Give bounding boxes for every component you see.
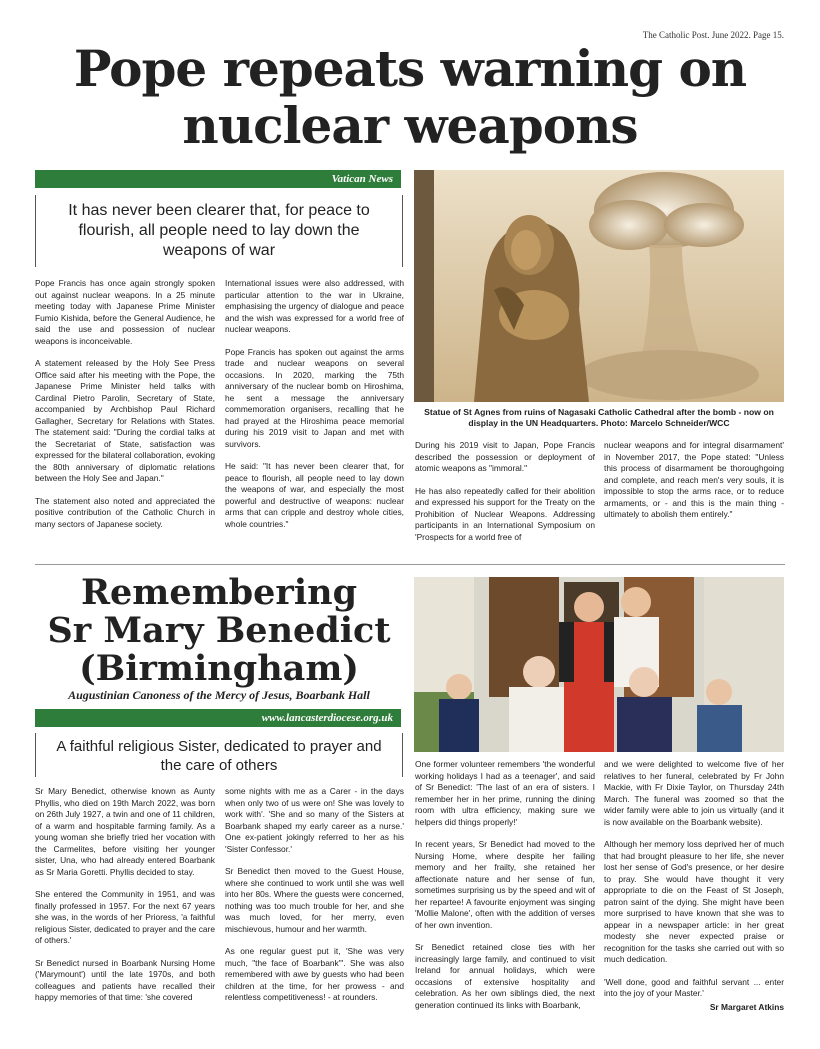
pull-quote-text: It has never been clearer that, for peace to flourish, all people need to lay down the weapons of war [68,202,370,259]
paragraph: Sr Benedict then moved to the Guest House, where she continued to work until she was well into her 80s. Where the guests were concerned, nothing was too much trouble for her, and she was much loved, for her merry, even mischievous, humour and her warmth. [225,866,404,934]
page-headline [40,40,780,154]
article1-column-2 [225,278,404,541]
article2-column-2 [225,786,404,1015]
paragraph: During his 2019 visit to Japan, Pope Francis described the possession or deployment of atomic weapons as "immoral." [415,440,595,473]
paragraph: nuclear weapons and for integral disarmament' in November 2017, the Pope stated: "Unless this process of disarmament be thoroughgoing and complete, and reach men's very souls, it is impossible to stop the arms race, or to reduce armaments, or - and this is the main thing - ultimately to abolish them entirely." [604,440,784,519]
paragraph: As one regular guest put it, 'She was very much, "the face of Boarbank"'. She was also remembered with awe by guests who had been children at the time, for her prowess - and relentless competitiveness! - at rounders. [225,946,404,1002]
headline-line-2: Sr Mary Benedict [47,610,391,651]
paragraph: Pope Francis has once again strongly spoken out against nuclear weapons. In a 25 minute meeting today with Japanese Prime Minister Fumio Kishida, before the General Audience, he said the use and possession of nuclear weapons is inconceivable. [35,278,215,346]
article1-column-4 [604,440,784,532]
photo-caption: Statue of St Agnes from ruins of Nagasaki Catholic Cathedral after the bomb - now on display in the UN Headquarters. Photo: Marcelo Schneider/WCC [424,407,774,428]
pull-quote [35,733,403,777]
article2-subtitle: Augustinian Canoness of the Mercy of Jesus, Boarbank Hall [68,688,370,702]
paragraph: He said: "It has never been clearer that, for peace to flourish, all people need to lay down the weapons of war, and especially the most powerful and destructive of weapons: nuclear arms that can cripple and destroy whole cities, whole countries." [225,461,404,529]
paragraph: International issues were also addressed, with particular attention to the war in Ukraine, emphasising the urgency of dialogue and peace and the wish was expressed for a world free of nuclear weapons. [225,278,404,334]
paragraph: Pope Francis has spoken out against the arms trade and nuclear weapons on several occasions. In 2020, marking the 75th anniversary of the nuclear bomb on Hiroshima, he sent a message the anniversary commemoration organisers, recalling that he had prayed at the Hiroshima peace memorial during his 2019 visit to Japan and met with survivors. [225,346,404,449]
paragraph: and we were delighted to welcome five of her relatives to her funeral, celebrated by Fr John Mackie, with Fr Dixie Taylor, on Thursday 24th March. The funeral was zoomed so that the wider family were able to join us virtually (and it is now available on the Boarbank website). [604,759,784,827]
paragraph: Sr Benedict nursed in Boarbank Nursing Home ('Marymount') until the late 1970s, and both colleagues and patients have recalled their happy memories of that time: 'she covered [35,957,215,1002]
article2-column-4 [604,759,784,1013]
paragraph: some nights with me as a Carer - in the days when only two of us were on! She was lovely to work with'. 'She and so many of the Sisters at Boarbank shaped my early career as a nurse.' One ex-patient jokingly referred to her as his 'Sister Confessor.' [225,786,404,854]
paragraph: The statement also noted and appreciated the positive contribution of the Catholic Church in many sectors of Japanese society. [35,495,215,529]
headline-line-3: (Birmingham) [79,648,359,689]
article2-column-3 [415,759,595,1022]
statue-photo [414,170,784,402]
group-photo [414,577,784,752]
source-bar-vatican-news [35,170,401,188]
headline-line-2: nuclear weapons [182,96,638,155]
paragraph: Sr Benedict retained close ties with her increasingly large family, and continued to visit Ireland for annual holidays, which were occasions of extensive hospitality and celebration. As her own siblings died, the next generation continued its links with Boarbank, [415,942,595,1010]
headline-line-1: Remembering [80,572,358,613]
article2-headline [35,574,403,688]
article1-column-1 [35,278,215,541]
headline-line-1: Pope repeats warning on [73,39,747,98]
group-image-illustration [414,577,784,752]
masthead: The Catholic Post. June 2022. Page 15. [642,30,784,40]
signature: Sr Margaret Atkins [709,1001,784,1012]
section-divider [35,564,785,565]
paragraph: In recent years, Sr Benedict had moved to the Nursing Home, where despite her failing memory and her frailty, she retained her affectionate nature and her sense of fun, sometimes surprising us by the speed and wit of her repartee! A favourite enjoyment was singing 'Mollie Malone', often with the addition of verses of her own invention. [415,839,595,930]
paragraph: Sr Mary Benedict, otherwise known as Aunty Phyllis, who died on 19th March 2022, was born on 26th July 1927, a twin and one of 11 children, of a warm and hospitable farming family. As a young woman she briefly tried her vocation with the Carmelites, before visiting her younger sister, Una, who had already entered Boarbank as Sr Maria Goretti. Phyllis decided to stay. [35,786,215,877]
article2-column-1 [35,786,215,1015]
source-label: www.lancasterdiocese.org.uk [261,712,393,724]
paragraph: 'Well done, good and faithful servant ... enter into the joy of your Master.' [604,976,784,998]
paragraph: One former volunteer remembers 'the wonderful working holidays I had as a teenager', and said of Sr Benedict: 'The last of an era of sisters. I remember her in her prime, running the dining room with ultra efficiency, making sure we helpers did things properly!' [415,759,595,827]
paragraph: He has also repeatedly called for their abolition and expressed his support for the Treaty on the Prohibition of Nuclear Weapons. Addressing participants in an International Symposium on 'Prospects for a world free of [415,485,595,542]
article1-column-3 [415,440,595,554]
source-label: Vatican News [331,173,393,185]
pull-quote [35,195,403,267]
paragraph: A statement released by the Holy See Press Office said after his meeting with the Pope, the Japanese Prime Minister held talks with Cardinal Pietro Parolin, Secretary of State, accompanied by Archbishop Paul Richard Gallagher, Secretary for Relations with States. The statement said: "During the cordial talks at the Secretariat of State, satisfaction was expressed for the bilateral collaboration, evoking the 80th anniversary of diplomatic relations between the Holy See and Japan." [35,358,215,483]
paragraph: She entered the Community in 1951, and was finally professed in 1957. For the next 67 years she was, in the words of her Prioress, 'a faithful religious Sister, dedicated to prayer and the care of others.' [35,889,215,945]
paragraph: Although her memory loss deprived her of much that had brought pleasure to her life, she never lost her sense of God's presence, or her desire to pray. She would have thought it very appropriate to die on the Feast of St Joseph, patron saint of the dying. She might have been more surprised to have known that she was to appear in a newspaper article: in her great modesty she never expected praise or recognition for the tasks she carried out with so much dedication. [604,839,784,964]
pull-quote-text: A faithful religious Sister, dedicated to prayer and the care of others [56,738,382,774]
source-bar-lancaster [35,709,401,727]
statue-image-illustration [414,170,784,402]
